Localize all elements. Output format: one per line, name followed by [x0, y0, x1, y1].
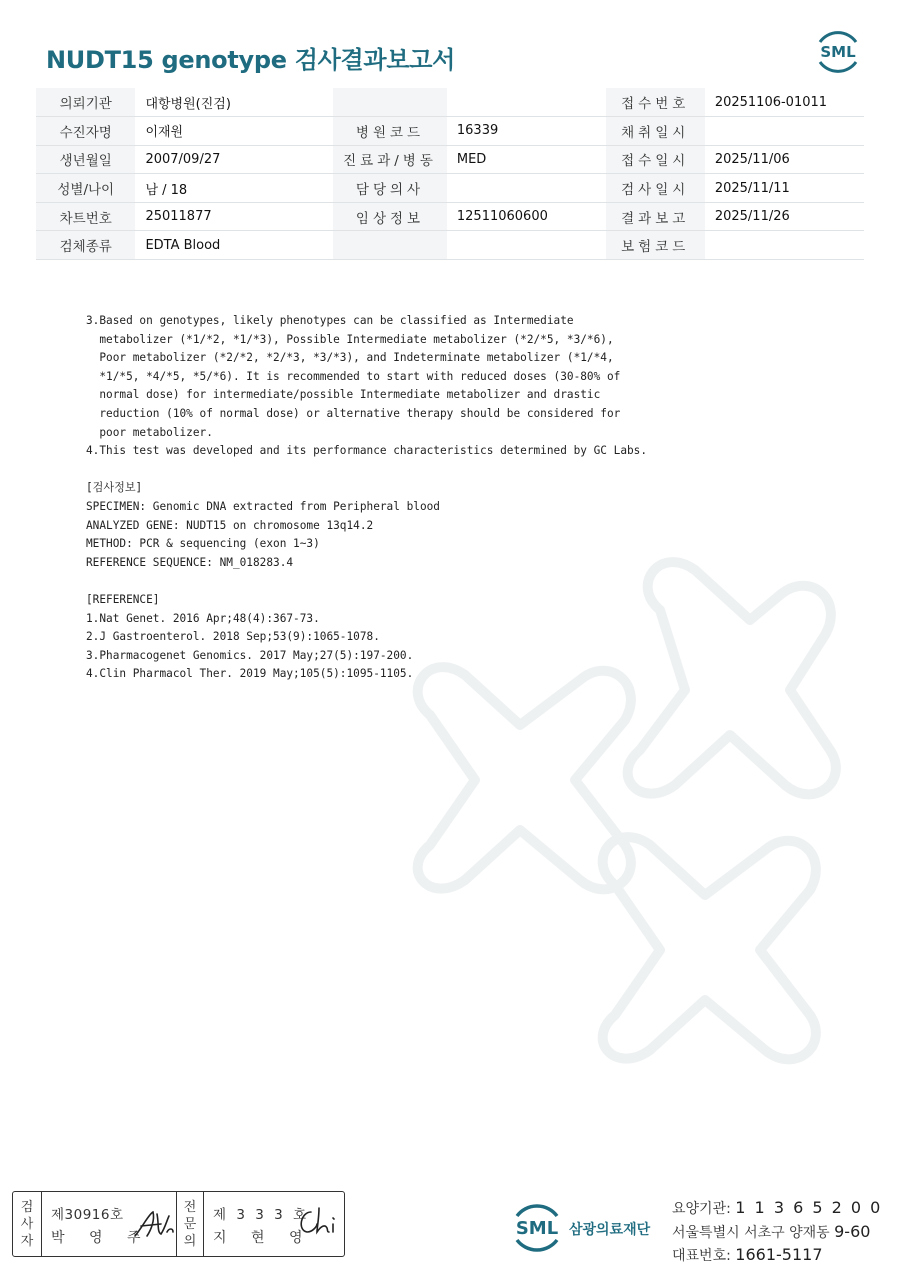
footer-address-value: 9-60	[834, 1222, 871, 1241]
info-value-v3: 2025/11/11	[705, 174, 864, 203]
info-label-l1: 생년월일	[36, 145, 135, 174]
watermark-cross-graphic	[360, 550, 860, 1070]
body-text-line: 3.Based on genotypes, likely phenotypes can be classified as Intermediate	[86, 314, 574, 327]
info-row	[36, 88, 864, 117]
report-title: NUDT15 genotype 검사결과보고서	[46, 46, 455, 74]
body-text-line: REFERENCE SEQUENCE: NM_018283.4	[86, 555, 294, 569]
info-value-v3: 20251106-01011	[705, 88, 864, 117]
info-row	[36, 117, 864, 146]
footer-address	[672, 1222, 870, 1242]
sml-logo-text: SML	[820, 43, 856, 61]
body-text-line: 4.This test was developed and its performance characteristics determined by GC Labs.	[86, 444, 648, 458]
info-row	[36, 174, 864, 203]
signature-label-char: 사	[20, 1216, 34, 1232]
info-value-v1: EDTA Blood	[135, 231, 333, 260]
body-text-line: SPECIMEN: Genomic DNA extracted from Peripheral blood	[86, 499, 440, 513]
info-label-l1: 성별/나이	[36, 174, 135, 203]
body-text-line: 2.J Gastroenterol. 2018 Sep;53(9):1065-1078.	[86, 630, 380, 644]
signature-label-char: 의	[183, 1233, 197, 1249]
info-label-l1: 의뢰기관	[36, 88, 135, 117]
footer-sml-logo	[508, 1200, 566, 1256]
signature-label-char: 검	[20, 1199, 34, 1215]
patient-info-table	[36, 88, 864, 260]
info-value-v2: MED	[447, 145, 606, 174]
body-text-line: ANALYZED GENE: NUDT15 on chromosome 13q14.2	[86, 518, 374, 532]
info-value-v2: 16339	[447, 117, 606, 146]
footer-address-label: 서울특별시 서초구 양재동	[672, 1225, 830, 1241]
specialist-label	[176, 1192, 204, 1256]
info-label-l3: 결과보고	[606, 202, 705, 231]
info-label-l3: 검사일시	[606, 174, 705, 203]
info-value-v1: 25011877	[135, 202, 333, 231]
body-text-line: 1.Nat Genet. 2016 Apr;48(4):367-73.	[86, 611, 320, 625]
info-label-l2	[333, 231, 447, 260]
info-label-l3: 접수일시	[606, 145, 705, 174]
body-text-line: METHOD: PCR & sequencing (exon 1~3)	[86, 537, 320, 551]
info-label-l1: 검체종류	[36, 231, 135, 260]
signature-label-char: 전	[183, 1199, 197, 1215]
info-label-l2: 임상정보	[333, 202, 447, 231]
specialist-license-number: 제 3 3 3 호	[213, 1207, 310, 1223]
body-text-line: 4.Clin Pharmacol Ther. 2019 May;105(5):1095-1105.	[86, 667, 414, 681]
info-row	[36, 202, 864, 231]
footer-organization-name: 삼광의료재단	[569, 1222, 651, 1238]
info-value-v2	[447, 88, 606, 117]
info-value-v1: 대항병원(진검)	[135, 88, 333, 117]
info-value-v3	[705, 231, 864, 260]
examiner-license-number: 제30916호	[51, 1207, 124, 1223]
info-value-v3: 2025/11/06	[705, 145, 864, 174]
info-label-l3: 접수번호	[606, 88, 705, 117]
body-text-line: metabolizer (*1/*2, *1/*3), Possible Intermediate metabolizer (*2/*5, *3/*6),	[86, 332, 614, 346]
footer-phone-label: 대표번호:	[672, 1248, 731, 1264]
body-text-line: 3.Pharmacogenet Genomics. 2017 May;27(5):197-200.	[86, 648, 414, 662]
examiner-label	[13, 1192, 42, 1256]
info-label-l2: 병원코드	[333, 117, 447, 146]
body-text-line: [REFERENCE]	[86, 592, 160, 606]
info-value-v2	[447, 231, 606, 260]
info-label-l1: 수진자명	[36, 117, 135, 146]
footer-phone	[672, 1245, 823, 1265]
body-text-line: reduction (10% of normal dose) or alternative therapy should be considered for	[86, 406, 621, 420]
info-value-v2	[447, 174, 606, 203]
footer-institution-code	[672, 1198, 882, 1218]
examiner-name: 박 영 주	[51, 1230, 151, 1246]
examiner-signature-image	[131, 1206, 177, 1242]
signature-box	[12, 1191, 345, 1257]
info-row	[36, 145, 864, 174]
body-text-line: *1/*5, *4/*5, *5/*6). It is recommended to start with reduced doses (30-80% of	[86, 369, 621, 383]
info-value-v1: 이재원	[135, 117, 333, 146]
signature-label-char: 자	[20, 1233, 34, 1249]
info-label-l3: 채취일시	[606, 117, 705, 146]
info-value-v1: 남 / 18	[135, 174, 333, 203]
info-row	[36, 231, 864, 260]
body-text-line: poor metabolizer.	[86, 425, 213, 439]
info-label-l2: 담당의사	[333, 174, 447, 203]
body-text-line: [검사정보]	[86, 481, 143, 495]
body-text-line	[86, 461, 647, 480]
info-label-l3: 보험코드	[606, 231, 705, 260]
info-label-l2: 진료과/병동	[333, 145, 447, 174]
info-label-l2	[333, 88, 447, 117]
footer-code-value: 1 1 3 6 5 2 0 0	[735, 1198, 883, 1217]
footer-sml-logo-text: SML	[515, 1218, 559, 1239]
body-text-line: Poor metabolizer (*2/*2, *2/*3, *3/*3), and Indeterminate metabolizer (*1/*4,	[86, 351, 614, 365]
specialist-signature-image	[293, 1204, 341, 1240]
body-text-line: normal dose) for intermediate/possible Intermediate metabolizer and drastic	[86, 388, 601, 402]
info-label-l1: 차트번호	[36, 202, 135, 231]
footer-code-label: 요양기관:	[672, 1201, 731, 1217]
signature-label-char: 문	[183, 1216, 197, 1232]
sml-logo	[812, 28, 864, 76]
specialist-name: 지 현 영	[213, 1230, 313, 1246]
info-value-v3: 2025/11/26	[705, 202, 864, 231]
info-value-v3	[705, 117, 864, 146]
footer-phone-value: 1661-5117	[735, 1245, 823, 1264]
info-value-v1: 2007/09/27	[135, 145, 333, 174]
info-value-v2: 12511060600	[447, 202, 606, 231]
